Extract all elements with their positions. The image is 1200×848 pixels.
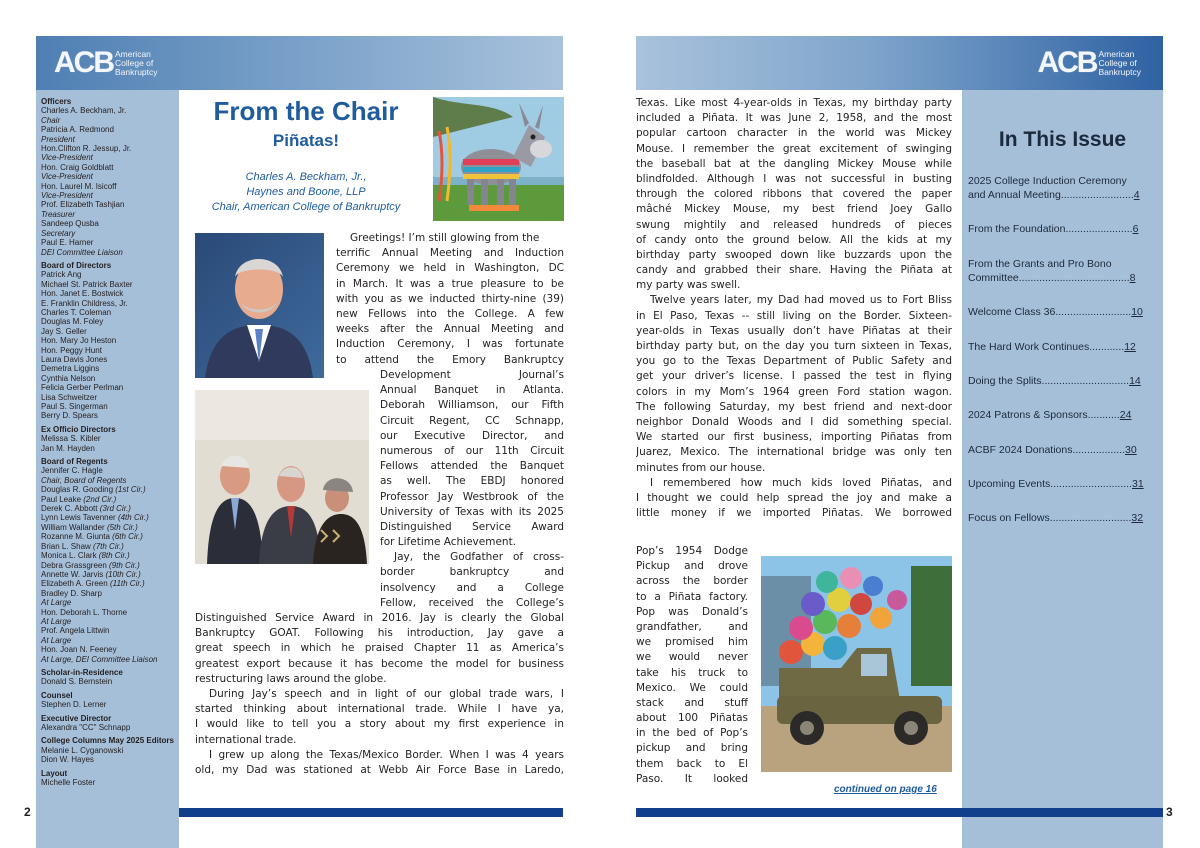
text-line: in El Paso, Texas -- still living on the Border. Sixteen- xyxy=(636,309,952,322)
toc-item[interactable] xyxy=(968,443,1159,457)
text-line: Paso. It looked xyxy=(636,772,748,785)
article-subtitle: Piñatas! xyxy=(272,131,340,150)
sidebar-name: Patricia A. Redmond xyxy=(41,125,114,135)
text-line: I remembered how much kids loved Piñatas, and xyxy=(650,476,952,489)
sidebar-name: Hon.Clifton R. Jessup, Jr. xyxy=(41,144,132,154)
table-of-contents xyxy=(962,90,1163,848)
text-line: Bankruptcy GOAT. Following his introduction, Jay gave a xyxy=(195,627,564,640)
text-line: with you as we inducted thirty-nine (39) xyxy=(336,292,564,305)
text-line: The following Saturday, my best friend and next-door xyxy=(636,400,952,413)
text-line: blindfolded. Although I was not successful in busting xyxy=(636,172,952,185)
text-line: year-olds in Texas usually don’t have Piñatas at their xyxy=(636,324,952,337)
continued-link[interactable]: continued on page 16 xyxy=(834,784,937,795)
sidebar-name: Hon. Janet E. Bostwick xyxy=(41,289,124,299)
masthead-sidebar xyxy=(36,90,179,848)
page-number-right: 3 xyxy=(1166,805,1173,819)
text-line: take his truck to xyxy=(636,666,748,679)
toc-page-number[interactable]: 8 xyxy=(1129,272,1136,284)
text-line: the baseball bat at the dangling Mickey Mouse while xyxy=(636,157,952,170)
text-line: I thought we could help spread the joy and make a xyxy=(636,491,952,504)
toc-page-number[interactable]: 6 xyxy=(1132,223,1139,235)
article-title: From the Chair xyxy=(213,96,399,126)
text-line: old, my Dad was stationed at Webb Air Force Base in Laredo, xyxy=(195,763,564,776)
text-line: Distinguished Service Award xyxy=(380,520,564,533)
text-line: Fellow, received the College’s xyxy=(380,596,564,609)
text-line: Distinguished Service Award in 2016. Jay is clearly the Global xyxy=(195,612,564,624)
sidebar-heading: Layout xyxy=(41,768,68,778)
sidebar-name: William Wallander (5th Cir.) xyxy=(41,522,138,532)
text-line: Pickup and drove xyxy=(636,560,748,573)
sidebar-name: Douglas M. Foley xyxy=(41,317,104,327)
sidebar-heading: College Columns May 2025 Editors xyxy=(41,736,174,746)
logo-mark: ACB xyxy=(54,46,113,79)
text-line: great speech in which he praised Chapter 11 as America’s xyxy=(195,642,564,655)
text-line: to attend the Emory Bankruptcy xyxy=(336,353,564,366)
toc-item-label: ACBF 2024 Donations.................. xyxy=(968,444,1125,456)
text-line: Ceremony we held in Washington, DC xyxy=(336,262,564,275)
sidebar-name: Hon. Mary Jo Heston xyxy=(41,336,117,346)
sidebar-name: Donald S. Bernstein xyxy=(41,677,113,687)
sidebar-name: Sandeep Qusba xyxy=(41,219,99,229)
sidebar-name: Hon. Laurel M. Isicoff xyxy=(41,181,117,191)
donkey-pinata-photo xyxy=(433,97,564,221)
sidebar-name: Hon. Deborah L. Thorne xyxy=(41,607,128,617)
acb-logo-right xyxy=(1037,48,1141,78)
portrait-photo xyxy=(195,233,324,378)
sidebar-name: Debra Grassgreen (9th Cir.) xyxy=(41,560,140,570)
text-line: mâché Mickey Mouse, my best friend Joey Gallo xyxy=(636,203,952,216)
toc-page-number[interactable]: 12 xyxy=(1124,341,1136,353)
text-line: you go to the Texas Department of Public Safety and xyxy=(636,355,952,368)
text-line: greatest export because it has become the model for business xyxy=(195,657,564,670)
article-col1-full xyxy=(195,611,564,778)
sidebar-role: Chair, Board of Regents xyxy=(41,475,127,485)
sidebar-name: Rozanne M. Giunta (6th Cir.) xyxy=(41,532,143,542)
sidebar-section xyxy=(41,714,175,733)
sidebar-name: Douglas R. Gooding (1st Cir.) xyxy=(41,485,146,495)
text-line: across the border xyxy=(636,575,748,588)
text-line: Fellows attended the Banquet xyxy=(380,460,564,473)
sidebar-name: Berry D. Spears xyxy=(41,411,98,421)
text-line: Professor Jay Westbrook of the xyxy=(380,490,564,503)
text-line: started thinking about international trade. While I have ya, xyxy=(195,703,564,716)
text-line: my party was swell. xyxy=(636,279,741,292)
text-line: I grew up along the Texas/Mexico Border. When I was 4 years xyxy=(209,748,564,761)
text-line: stack and stuff xyxy=(636,696,748,709)
text-line: to a Piñata factory. xyxy=(636,590,748,603)
sidebar-name: Lynn Lewis Tavenner (4th Cir.) xyxy=(41,513,149,523)
toc-item-label: Doing the Splits.............................. xyxy=(968,375,1130,387)
article-col1-narrow xyxy=(336,231,564,368)
text-line: Deborah Williamson, our Fifth xyxy=(380,399,564,412)
left-page-header xyxy=(36,36,563,90)
text-line: Greetings! I’m still glowing from the xyxy=(350,232,540,244)
text-line: candy and grabbed their share. Having the Piñata at xyxy=(636,264,952,277)
sidebar-role: At Large xyxy=(41,616,72,626)
sidebar-name: Charles A. Beckham, Jr. xyxy=(41,106,127,116)
sidebar-name: Laura Davis Jones xyxy=(41,354,108,364)
sidebar-name: Lisa Schweitzer xyxy=(41,392,98,402)
right-page-header xyxy=(636,36,1163,90)
toc-item-label: Focus on Fellows............................ xyxy=(968,512,1132,524)
toc-page-number[interactable]: 30 xyxy=(1125,444,1137,456)
sidebar-name: Michelle Foster xyxy=(41,778,96,788)
toc-title: In This Issue xyxy=(998,128,1127,151)
text-line: minutes from our house. xyxy=(636,461,766,474)
sidebar-name: Stephen D. Lerner xyxy=(41,700,107,710)
text-line: new Fellows into the College. A few xyxy=(336,307,564,320)
text-line: colors in my Mom’s 1964 green Ford station wagon. xyxy=(636,385,952,398)
text-line: University of Texas with its 2025 xyxy=(380,505,564,518)
sidebar-heading: Board of Directors xyxy=(41,260,112,270)
text-line: pickup and bring xyxy=(636,742,748,755)
sidebar-name: Elizabeth A. Green (11th Cir.) xyxy=(41,579,145,589)
page-number-left: 2 xyxy=(24,805,31,819)
text-line: as well. The EBDJ honored xyxy=(380,475,564,488)
logo-words-right: American College of Bankruptcy xyxy=(1098,48,1141,77)
article-byline: Charles A. Beckham, Jr., Haynes and Boone, LLP Chair, American College of Bankruptcy xyxy=(211,171,401,213)
sidebar-name: Melanie L. Cyganowski xyxy=(41,745,124,755)
text-line: little money if we imported Piñatas. We borrowed xyxy=(636,507,952,520)
text-line: them back to El xyxy=(636,757,748,770)
text-line: birthday party but, on the day you turn sixteen in Texas, xyxy=(636,340,952,352)
text-line: During Jay’s speech and in light of our global trade wars, I xyxy=(209,687,564,700)
sidebar-heading: Board of Regents xyxy=(41,457,108,467)
sidebar-name: Hon. Joan N. Feeney xyxy=(41,645,117,655)
sidebar-name: Patrick Ang xyxy=(41,270,82,280)
sidebar-role: President xyxy=(41,134,75,144)
footer-bar-left xyxy=(179,808,563,817)
sidebar-name: Demetra Liggins xyxy=(41,364,100,374)
text-line: numerous of our 11th Circuit xyxy=(380,444,564,457)
logo-words: American College of Bankruptcy xyxy=(115,48,158,77)
sidebar-name: Paul S. Singerman xyxy=(41,402,108,411)
sidebar-name: Felicia Gerber Perlman xyxy=(41,383,124,393)
sidebar-name: Charles T. Coleman xyxy=(41,307,112,317)
sidebar-heading: Officers xyxy=(41,97,72,106)
text-line: weeks after the Annual Meeting and xyxy=(336,323,564,336)
text-line: Pop was Donald’s xyxy=(636,605,748,618)
text-line: swung mightily and released hundreds of pieces xyxy=(636,218,952,231)
text-line: Development Journal’s xyxy=(380,369,564,381)
text-line: included a Piñata. It was June 2, 1958, and the most xyxy=(636,112,952,125)
footer-bar-right xyxy=(636,808,1163,817)
sidebar-section xyxy=(41,691,175,710)
sidebar-name: Cynthia Nelson xyxy=(41,373,96,383)
toc-item-label: and Annual Meeting......................... xyxy=(968,189,1134,201)
toc-item-label: Committee...................................... xyxy=(968,272,1130,284)
toc-item-label: From the Grants and Pro Bono xyxy=(968,258,1112,270)
toc-item[interactable] xyxy=(968,477,1159,491)
acb-logo xyxy=(54,48,158,78)
text-line: insolvency and a College xyxy=(380,581,564,594)
sidebar-role: At Large, DEI Committee Liaison xyxy=(41,654,158,664)
sidebar-section xyxy=(41,457,175,664)
text-line: in the bed of Pop’s xyxy=(636,727,748,740)
text-line: we promised him xyxy=(636,636,748,649)
text-line: Jay, the Godfather of cross- xyxy=(394,551,564,564)
text-line: Annual Banquet in Atlanta. xyxy=(380,384,564,397)
sidebar-name: Paul E. Harner xyxy=(41,238,94,248)
toc-page-number[interactable]: 31 xyxy=(1131,478,1144,490)
text-line: of candy onto the ground below. All the kids at my xyxy=(636,233,952,246)
sidebar-heading: Counsel xyxy=(41,690,73,700)
toc-page-number[interactable]: 10 xyxy=(1131,306,1143,318)
text-line: Twelve years later, my Dad had moved us to Fort Bliss xyxy=(650,294,952,307)
sidebar-section xyxy=(41,425,175,453)
group-photo xyxy=(195,390,369,564)
sidebar-name: Melissa S. Kibler xyxy=(41,434,101,444)
sidebar-role: Treasurer xyxy=(41,209,76,219)
sidebar-section xyxy=(41,97,175,257)
sidebar-name: Brian L. Shaw (7th Cir.) xyxy=(41,541,124,551)
text-line: about 100 Piñatas xyxy=(636,712,748,725)
sidebar-name: Dion W. Hayes xyxy=(41,755,94,765)
toc-page-number[interactable]: 14 xyxy=(1129,375,1141,387)
text-line: grandfather, and xyxy=(636,620,748,633)
sidebar-name: Hon. Peggy Hunt xyxy=(41,345,102,355)
toc-item-label: 2024 Patrons & Sponsors........... xyxy=(968,409,1120,421)
sidebar-role: Vice-President xyxy=(41,191,93,201)
sidebar-heading: Executive Director xyxy=(41,713,112,723)
text-line: border bankruptcy and xyxy=(380,566,564,579)
text-line: our Executive Director, and xyxy=(380,429,564,442)
logo-mark-right: ACB xyxy=(1037,46,1097,79)
toc-item-label: From the Foundation....................... xyxy=(968,223,1133,235)
text-line: I would like to tell you a story about my first experience in xyxy=(195,718,564,731)
sidebar-section xyxy=(41,668,175,687)
sidebar-name: Annette W. Jarvis (10th Cir.) xyxy=(41,569,141,579)
sidebar-role: Vice-President xyxy=(41,172,93,182)
text-line: Mouse. I remember the great excitement of swinging xyxy=(636,142,952,155)
text-line: through the colored ribbons that covered the paper xyxy=(636,188,952,201)
article-col1-beside-photo xyxy=(380,368,564,611)
toc-page-number[interactable]: 32 xyxy=(1131,512,1144,524)
text-line: terrific Annual Meeting and Induction xyxy=(336,247,564,260)
sidebar-name: Jennifer C. Hagle xyxy=(41,466,103,476)
text-line: in March. It was a true pleasure to be xyxy=(336,277,564,290)
sidebar-role: Chair xyxy=(41,115,61,125)
toc-page-number[interactable]: 4 xyxy=(1133,189,1140,201)
toc-item-label: The Hard Work Continues............ xyxy=(968,341,1125,353)
sidebar-name: Hon. Craig Goldblatt xyxy=(41,162,114,172)
article-col2-narrow xyxy=(636,544,748,787)
sidebar-name: Prof. Angela Littwin xyxy=(41,626,110,636)
sidebar-name: Jan M. Hayden xyxy=(41,443,95,453)
text-line: neighbor Donald Woods and I did something special. xyxy=(636,415,952,428)
sidebar-name: Monica L. Clark (8th Cir.) xyxy=(41,551,130,561)
toc-item[interactable] xyxy=(968,374,1159,388)
toc-item-label: Upcoming Events............................ xyxy=(968,478,1132,490)
sidebar-name: Jay S. Geller xyxy=(41,326,87,336)
toc-item[interactable] xyxy=(968,222,1159,236)
sidebar-section xyxy=(41,769,175,788)
sidebar-name: Alexandra "CC" Schnapp xyxy=(41,723,131,732)
sidebar-section xyxy=(41,736,175,764)
text-line: birthday party swooped down like buzzards upon the xyxy=(636,248,952,261)
toc-item[interactable] xyxy=(968,305,1159,319)
sidebar-name: Michael St. Patrick Baxter xyxy=(41,279,133,289)
sidebar-role: Secretary xyxy=(41,228,76,238)
sidebar-name: Paul Leake (2nd Cir.) xyxy=(41,494,117,504)
sidebar-name: Derek C. Abbott (3rd Cir.) xyxy=(41,504,131,514)
toc-item[interactable] xyxy=(968,257,1159,285)
toc-item[interactable] xyxy=(968,511,1159,525)
text-line: restructuring laws around the globe. xyxy=(195,672,387,685)
sidebar-name: Prof. Elizabeth Tashjian xyxy=(41,200,125,210)
sidebar-role: Vice-President xyxy=(41,153,93,163)
sidebar-role: At Large xyxy=(41,635,72,645)
toc-item-label: 2025 College Induction Ceremony xyxy=(968,175,1127,187)
text-line: Induction Ceremony, I was fortunate xyxy=(336,338,564,351)
toc-item[interactable] xyxy=(968,174,1159,202)
text-line: We started our first business, importing Piñatas from xyxy=(636,431,952,444)
sidebar-role: DEI Committee Liaison xyxy=(41,247,123,257)
article-col2-full xyxy=(636,96,952,521)
text-line: get your driver’s license. I passed the test in flying xyxy=(636,370,952,383)
toc-item-label: Welcome Class 36.......................... xyxy=(968,306,1132,318)
text-line: popular cartoon character in the world was Mickey xyxy=(636,127,952,140)
text-line: Pop’s 1954 Dodge xyxy=(636,545,748,557)
sidebar-heading: Ex Officio Directors xyxy=(41,424,116,434)
toc-item[interactable] xyxy=(968,408,1159,422)
sidebar-section xyxy=(41,261,175,421)
text-line: Circuit Regent, CC Schnapp, xyxy=(380,414,564,427)
sidebar-name: E. Franklin Childress, Jr. xyxy=(41,298,128,308)
pinata-truck-photo xyxy=(761,556,952,772)
sidebar-name: Bradley D. Sharp xyxy=(41,588,102,598)
text-line: Mexico. We could xyxy=(636,681,748,694)
text-line: we would never xyxy=(636,651,748,664)
toc-item[interactable] xyxy=(968,340,1159,354)
sidebar-role: At Large xyxy=(41,598,72,608)
text-line: international trade. xyxy=(195,733,297,746)
text-line: Juarez, Mexico. The international bridge was only ten xyxy=(636,446,952,459)
toc-page-number[interactable]: 24 xyxy=(1119,409,1132,421)
text-line: Texas. Like most 4-year-olds in Texas, my birthday party xyxy=(636,97,952,109)
text-line: for Lifetime Achievement. xyxy=(380,536,517,549)
sidebar-heading: Scholar-in-Residence xyxy=(41,667,123,677)
